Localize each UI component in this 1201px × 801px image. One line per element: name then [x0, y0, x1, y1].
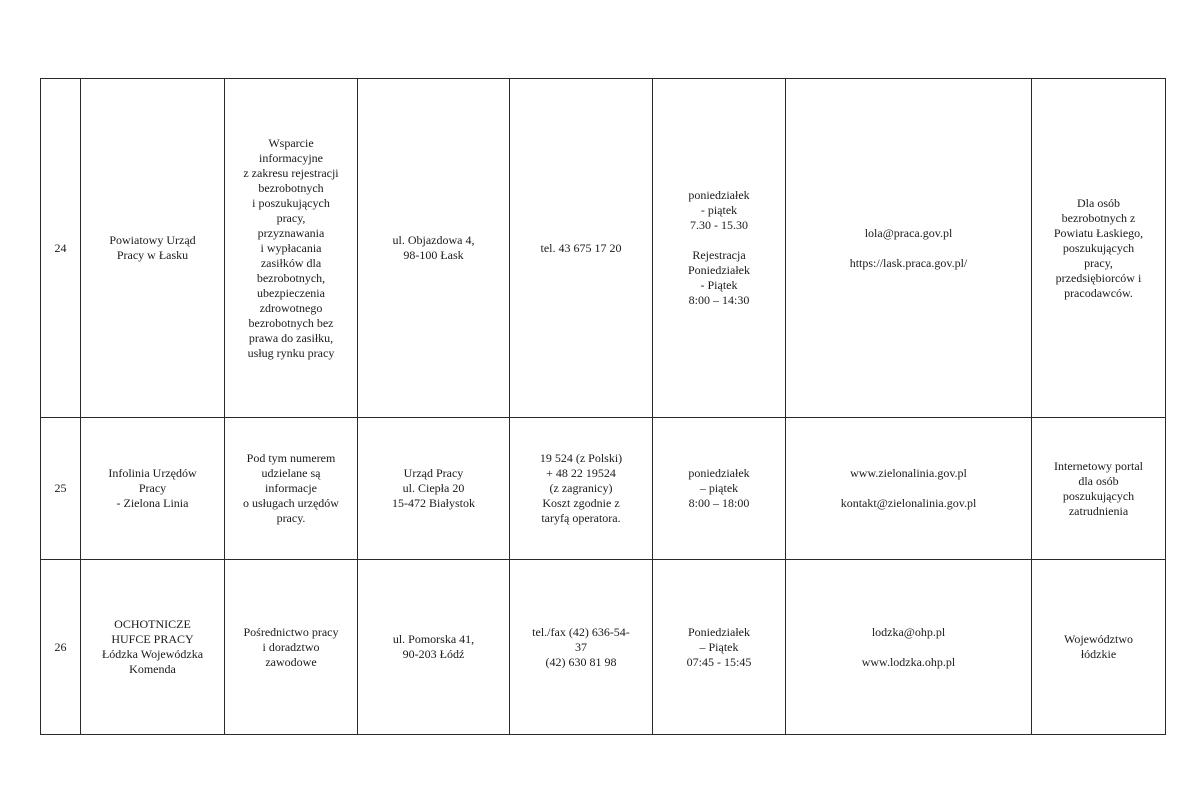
cell-line: pracodawców.	[1064, 285, 1133, 300]
cell-line: Pośrednictwo pracy	[243, 624, 339, 639]
cell-line: bezrobotnych bez	[248, 315, 334, 330]
cell-line: zatrudnienia	[1068, 503, 1129, 518]
table-row	[41, 560, 1166, 735]
cell-line: 7.30 - 15.30	[690, 218, 748, 232]
institution-cell	[81, 418, 225, 560]
services-table	[40, 78, 1166, 735]
services-cell	[225, 418, 358, 560]
cell-line: Dla osób	[1077, 195, 1120, 210]
cell-line: tel./fax (42) 636-54-	[532, 624, 630, 639]
institution-cell	[81, 560, 225, 735]
cell-line: kontakt@zielonalinia.gov.pl	[840, 496, 977, 510]
cell-line: przedsiębiorców i	[1055, 270, 1142, 285]
cell-line: o usługach urzędów	[243, 496, 339, 510]
cell-line: 19 524 (z Polski)	[539, 451, 623, 465]
cell-line: HUFCE PRACY	[111, 632, 194, 646]
cell-line: (42) 630 81 98	[545, 654, 617, 669]
table-row	[41, 79, 1166, 418]
cell-line: taryfą operatora.	[541, 511, 621, 525]
cell-line: Koszt zgodnie z	[542, 496, 620, 510]
cell-line: ul. Ciepła 20	[402, 481, 465, 495]
address-cell	[358, 418, 510, 560]
cell-line: poszukujących	[1062, 240, 1135, 255]
cell-line: + 48 22 19524	[546, 466, 616, 480]
cell-line: https://lask.praca.gov.pl/	[849, 255, 968, 270]
cell-line: z zakresu rejestracji	[243, 165, 339, 180]
hours-cell	[653, 79, 786, 418]
cell-line: informacje	[265, 481, 317, 495]
cell-line: Łódzka Wojewódzka	[101, 647, 204, 661]
cell-line: i wypłacania	[260, 240, 322, 255]
cell-line: i doradztwo	[262, 639, 320, 654]
cell-line: Urząd Pracy	[403, 466, 464, 480]
cell-line: Powiatu Łaskiego,	[1053, 225, 1144, 240]
cell-line: ubezpieczenia	[257, 285, 325, 300]
institution-cell	[81, 79, 225, 418]
cell-line: Pod tym numerem	[246, 451, 336, 465]
cell-line: poszukujących	[1062, 488, 1135, 503]
cell-line: tel. 43 675 17 20	[540, 240, 622, 255]
cell-line: łódzkie	[1080, 647, 1117, 661]
cell-line: pracy,	[1084, 255, 1113, 270]
cell-line: Poniedziałek	[688, 263, 750, 277]
cell-line: bezrobotnych,	[256, 270, 326, 285]
row-number: 25	[41, 418, 81, 560]
cell-line: (z zagranicy)	[549, 481, 613, 495]
hours-cell	[653, 418, 786, 560]
row-number: 24	[41, 79, 81, 418]
cell-line: i poszukujących	[252, 195, 330, 210]
line-gap	[657, 233, 781, 248]
cell-line: OCHOTNICZE	[114, 617, 191, 631]
contact-cell	[786, 79, 1032, 418]
cell-line: Infolinia Urzędów	[108, 466, 197, 480]
cell-line: bezrobotnych	[258, 180, 324, 195]
contact-cell	[786, 560, 1032, 735]
cell-line: ul. Pomorska 41,	[392, 632, 475, 646]
cell-line: Powiatowy Urząd	[109, 233, 196, 247]
phone-cell	[510, 418, 653, 560]
cell-line: Wsparcie	[268, 135, 314, 150]
phone-cell	[510, 79, 653, 418]
cell-line: dla osób	[1078, 473, 1119, 488]
cell-line: Internetowy portal	[1054, 458, 1143, 473]
cell-line: pracy,	[276, 210, 306, 225]
cell-line: udzielane są	[261, 466, 321, 480]
cell-line: www.zielonalinia.gov.pl	[850, 466, 967, 480]
hours-cell	[653, 560, 786, 735]
cell-line: lodzka@ohp.pl	[871, 624, 946, 639]
line-gap	[790, 241, 1027, 256]
cell-line: usług rynku pracy	[247, 345, 335, 360]
line-gap	[790, 640, 1027, 655]
cell-line: zdrowotnego	[259, 300, 323, 315]
cell-line: Komenda	[129, 662, 176, 676]
cell-line: poniedziałek	[688, 466, 750, 480]
cell-line: ul. Objazdowa 4,	[392, 233, 475, 247]
cell-line: - piątek	[700, 203, 738, 217]
cell-line: www.lodzka.ohp.pl	[861, 654, 956, 669]
cell-line: Województwo	[1063, 632, 1134, 646]
cell-line: Pracy w Łasku	[116, 248, 189, 262]
cell-line: 07:45 - 15:45	[686, 654, 752, 669]
cell-line: 90-203 Łódź	[402, 647, 465, 661]
cell-line: Poniedziałek	[688, 624, 750, 639]
contact-cell	[786, 418, 1032, 560]
address-cell	[358, 79, 510, 418]
row-number: 26	[41, 560, 81, 735]
cell-line: zasiłków dla	[260, 255, 322, 270]
cell-line: 15-472 Białystok	[392, 496, 475, 510]
target-group-cell	[1032, 79, 1166, 418]
cell-line: - Piątek	[700, 278, 738, 292]
cell-line: 98-100 Łask	[403, 248, 464, 262]
cell-line: zawodowe	[265, 654, 317, 669]
cell-line: 37	[575, 639, 587, 654]
line-gap	[790, 481, 1027, 496]
cell-line: 8:00 – 18:00	[688, 496, 750, 510]
table-row	[41, 418, 1166, 560]
services-cell	[225, 560, 358, 735]
cell-line: przyznawania	[257, 225, 325, 240]
phone-cell	[510, 560, 653, 735]
target-group-cell	[1032, 560, 1166, 735]
address-cell	[358, 560, 510, 735]
cell-line: Rejestracja	[692, 248, 746, 262]
cell-line: 8:00 – 14:30	[688, 293, 750, 307]
cell-line: lola@praca.gov.pl	[864, 225, 953, 240]
cell-line: – Piątek	[699, 639, 739, 654]
cell-line: bezrobotnych z	[1061, 210, 1136, 225]
cell-line: informacyjne	[259, 150, 323, 165]
cell-line: Pracy	[138, 481, 167, 495]
cell-line: poniedziałek	[688, 188, 750, 202]
services-cell	[225, 79, 358, 418]
cell-line: pracy.	[276, 511, 306, 525]
target-group-cell	[1032, 418, 1166, 560]
cell-line: prawa do zasiłku,	[248, 330, 334, 345]
cell-line: - Zielona Linia	[116, 496, 189, 510]
cell-line: – piątek	[699, 481, 739, 495]
